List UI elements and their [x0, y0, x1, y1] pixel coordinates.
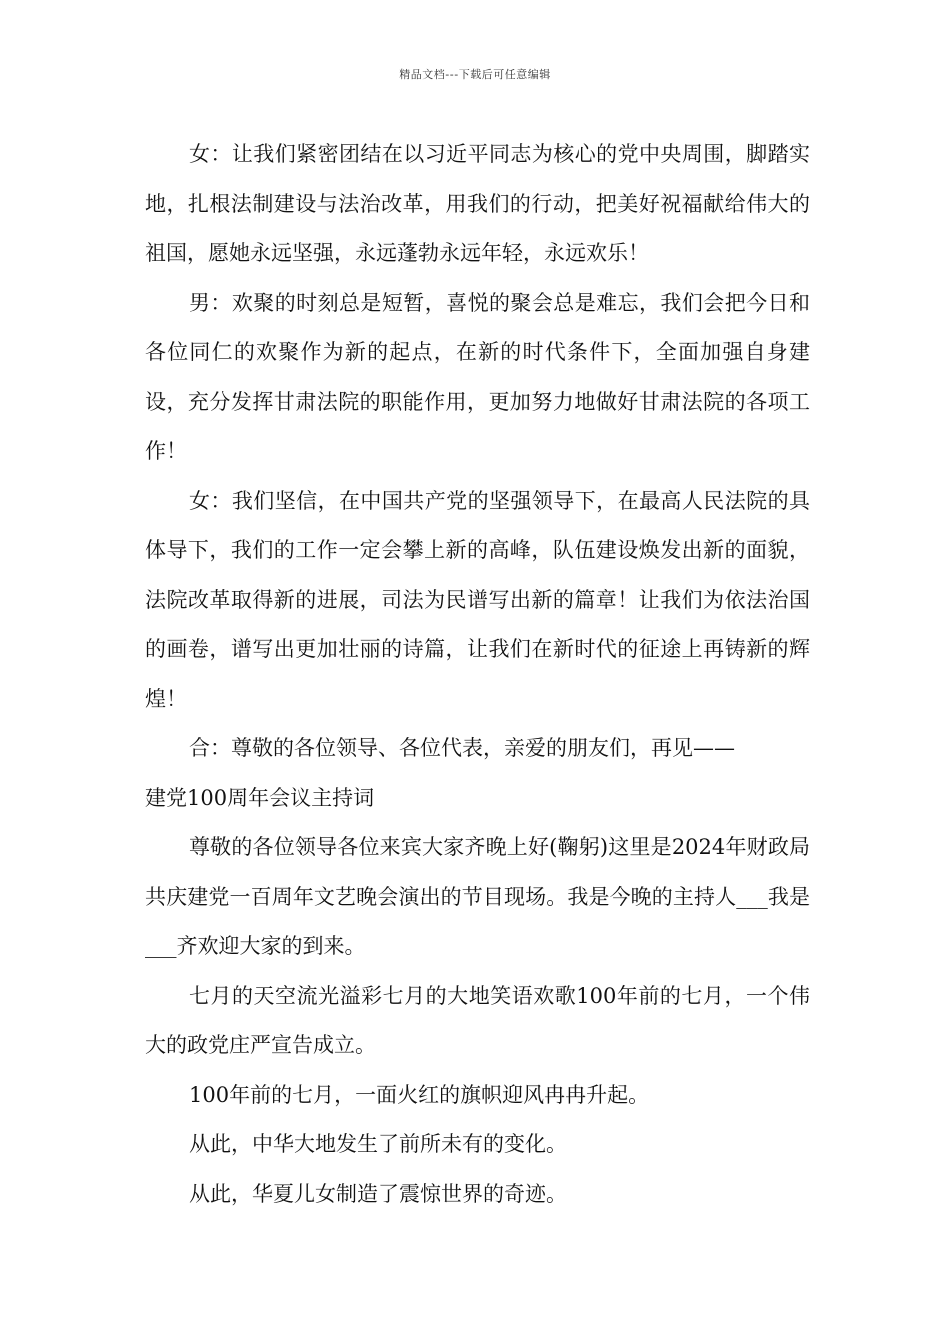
paragraph-opening-greeting: 尊敬的各位领导各位来宾大家齐晚上好(鞠躬)这里是2024年财政局共庆建党一百周年文艺晚会演出的节目现场。我是今晚的主持人___我是___齐欢迎大家的到来。: [145, 835, 810, 958]
paragraph-male-closing: 男：欢聚的时刻总是短暂，喜悦的聚会总是难忘，我们会把今日和各位同仁的欢聚作为新的起点，在新的时代条件下，全面加强自身建设，充分发挥甘肃法院的职能作用，更加努力地做好甘肃法院的各项工作！: [145, 290, 810, 463]
paragraph-july-sky: 七月的天空流光溢彩七月的大地笑语欢歌100年前的七月，一个伟大的政党庄严宣告成立。: [145, 983, 810, 1057]
paragraph-great-change: 从此，中华大地发生了前所未有的变化。: [189, 1132, 567, 1156]
paragraph-red-flag: 100年前的七月，一面火红的旗帜迎风冉冉升起。: [189, 1082, 650, 1107]
paragraph-together-farewell: 合：尊敬的各位领导、各位代表，亲爱的朋友们，再见——: [189, 736, 735, 760]
page-header: 精品文档---下载后可任意编辑: [399, 68, 551, 81]
section-title: 建党100周年会议主持词: [145, 785, 375, 810]
paragraph-female-belief: 女：我们坚信，在中国共产党的坚强领导下，在最高人民法院的具体导下，我们的工作一定会攀上新的高峰，队伍建设焕发出新的面貌，法院改革取得新的进展，司法为民谱写出新的篇章！让我们为依法治国的画卷，谱写出更加壮丽的诗篇，让我们在新时代的征途上再铸新的辉煌！: [145, 488, 810, 711]
paragraph-female-closing: 女：让我们紧密团结在以习近平同志为核心的党中央周围，脚踏实地，扎根法制建设与法治改革，用我们的行动，把美好祝福献给伟大的祖国，愿她永远坚强，永远蓬勃永远年轻，永远欢乐！: [145, 142, 810, 265]
document-body: [145, 130, 810, 1219]
paragraph-miracle: 从此，华夏儿女制造了震惊世界的奇迹。: [189, 1181, 567, 1206]
